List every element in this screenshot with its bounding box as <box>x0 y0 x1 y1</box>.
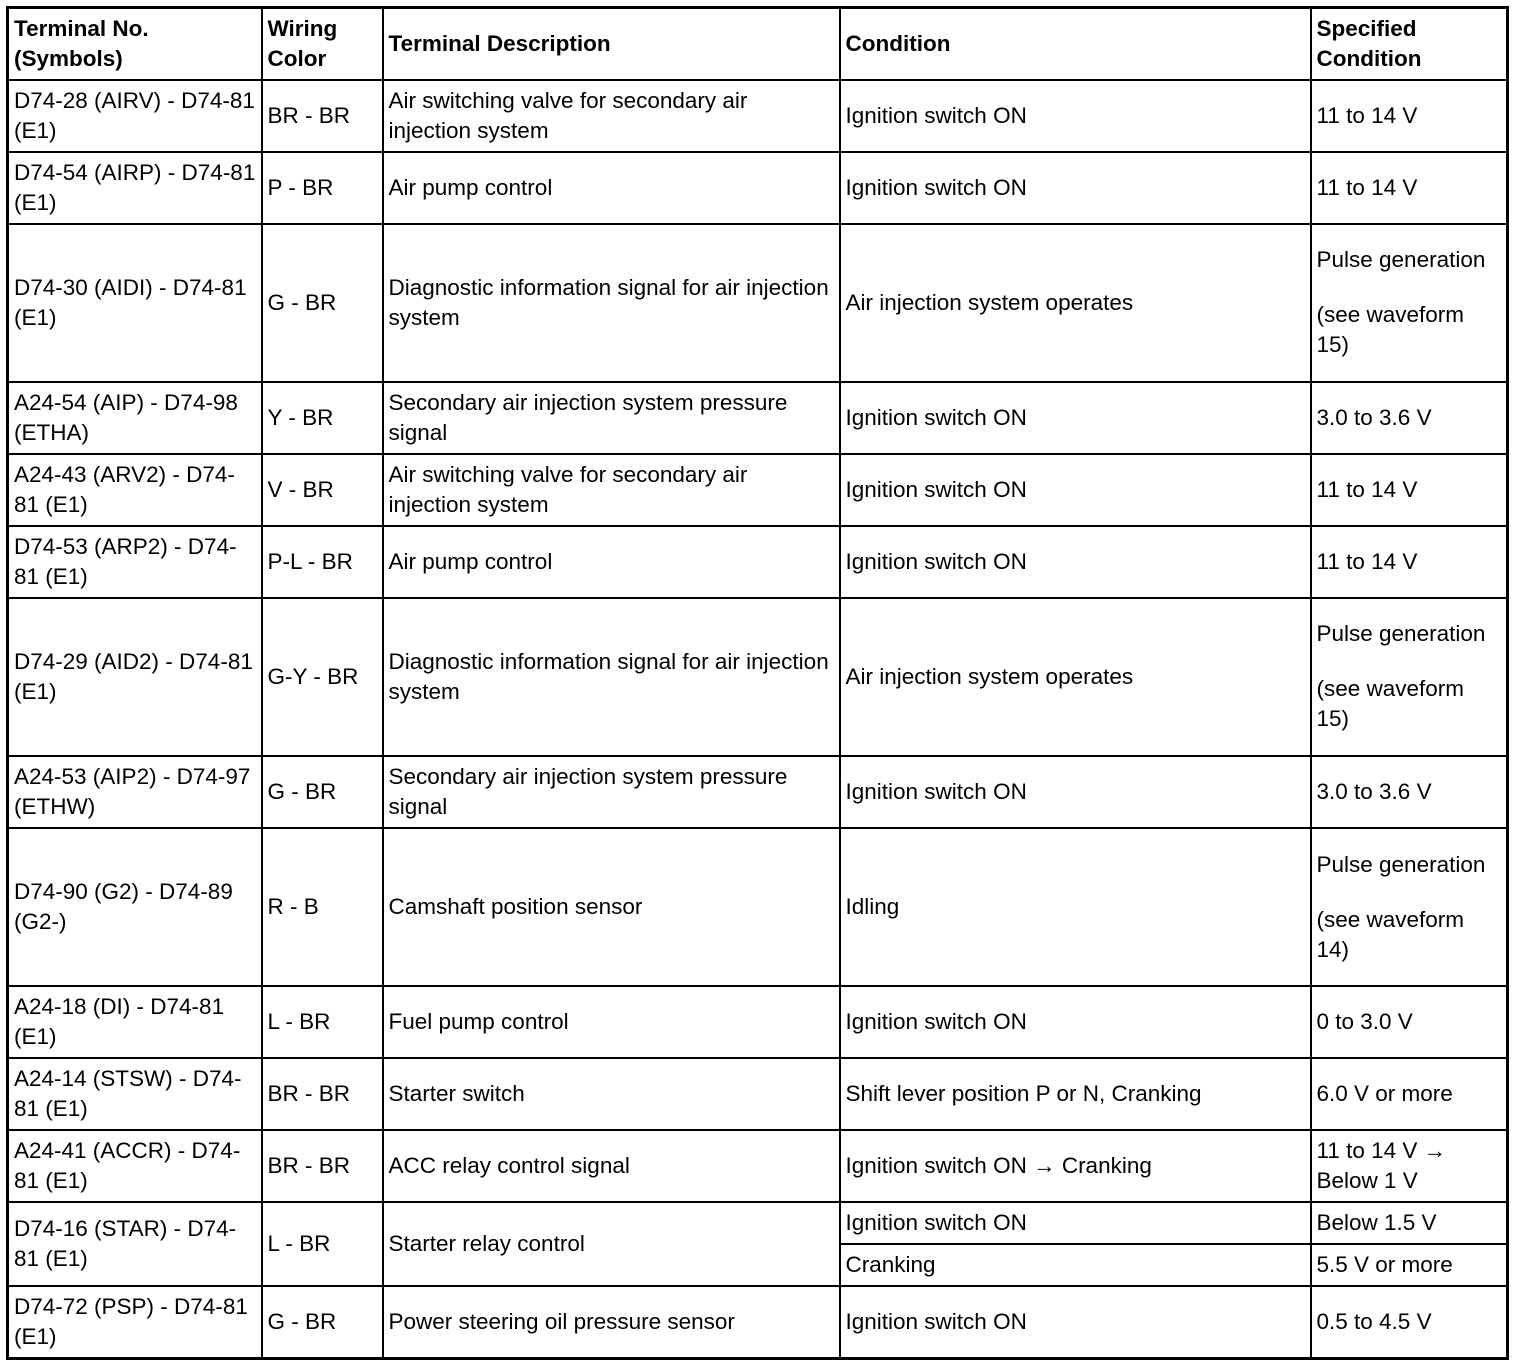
header-description: Terminal Description <box>383 8 840 80</box>
specified-note: (see waveform 14) <box>1316 906 1465 962</box>
description-cell: Air pump control <box>383 152 840 224</box>
condition-cell: Ignition switch ON <box>840 454 1311 526</box>
specified-cell <box>1311 224 1508 382</box>
wiring-cell: Y - BR <box>262 382 383 454</box>
description-cell: Air switching valve for secondary air injection system <box>383 80 840 152</box>
table-row <box>8 80 1508 152</box>
specified-note: (see waveform 15) <box>1316 676 1465 732</box>
specified-cell: 3.0 to 3.6 V <box>1311 382 1508 454</box>
specified-cell: Below 1.5 V <box>1311 1202 1508 1244</box>
condition-cell: Ignition switch ON <box>840 986 1311 1058</box>
specified-cell: 11 to 14 V <box>1311 454 1508 526</box>
condition-cell: Ignition switch ON <box>840 526 1311 598</box>
specified-cell: 11 to 14 V <box>1311 152 1508 224</box>
specified-cell: 3.0 to 3.6 V <box>1311 756 1508 828</box>
specified-cell: 6.0 V or more <box>1311 1058 1508 1130</box>
table-row <box>8 152 1508 224</box>
header-wiring: Wiring Color <box>262 8 383 80</box>
specified-cell: 0 to 3.0 V <box>1311 986 1508 1058</box>
terminal-cell: D74-28 (AIRV) - D74-81 (E1) <box>8 80 262 152</box>
description-cell: ACC relay control signal <box>383 1130 840 1202</box>
wiring-cell: G-Y - BR <box>262 598 383 756</box>
wiring-cell: G - BR <box>262 224 383 382</box>
terminal-cell: D74-72 (PSP) - D74-81 (E1) <box>8 1286 262 1358</box>
terminal-cell: D74-54 (AIRP) - D74-81 (E1) <box>8 152 262 224</box>
description-cell: Diagnostic information signal for air injection system <box>383 598 840 756</box>
table-row <box>8 224 1508 382</box>
wiring-cell: BR - BR <box>262 80 383 152</box>
wiring-cell: P - BR <box>262 152 383 224</box>
table-row <box>8 454 1508 526</box>
condition-cell: Air injection system operates <box>840 224 1311 382</box>
table-row <box>8 986 1508 1058</box>
wiring-cell: V - BR <box>262 454 383 526</box>
description-cell: Secondary air injection system pressure signal <box>383 756 840 828</box>
terminal-cell: A24-18 (DI) - D74-81 (E1) <box>8 986 262 1058</box>
terminal-cell: D74-53 (ARP2) - D74-81 (E1) <box>8 526 262 598</box>
specified-cell: 11 to 14 V <box>1311 526 1508 598</box>
condition-cell: Air injection system operates <box>840 598 1311 756</box>
wiring-cell: G - BR <box>262 756 383 828</box>
description-cell: Starter switch <box>383 1058 840 1130</box>
terminal-cell: D74-29 (AID2) - D74-81 (E1) <box>8 598 262 756</box>
table-row <box>8 382 1508 454</box>
specified-cell: 11 to 14 V <box>1311 80 1508 152</box>
terminal-cell: D74-30 (AIDI) - D74-81 (E1) <box>8 224 262 382</box>
description-cell: Air pump control <box>383 526 840 598</box>
condition-cell: Ignition switch ON <box>840 1286 1311 1358</box>
table-row <box>8 1286 1508 1358</box>
description-cell: Power steering oil pressure sensor <box>383 1286 840 1358</box>
header-condition: Condition <box>840 8 1311 80</box>
terminal-cell: A24-41 (ACCR) - D74-81 (E1) <box>8 1130 262 1202</box>
description-cell: Camshaft position sensor <box>383 828 840 986</box>
terminal-cell: D74-90 (G2) - D74-89 (G2-) <box>8 828 262 986</box>
specified-cell: 5.5 V or more <box>1311 1244 1508 1286</box>
specified-value: Pulse generation <box>1316 247 1486 273</box>
table-row <box>8 1058 1508 1130</box>
description-cell: Air switching valve for secondary air injection system <box>383 454 840 526</box>
condition-cell: Ignition switch ON <box>840 382 1311 454</box>
header-specified: Specified Condition <box>1311 8 1508 80</box>
specified-cell: 0.5 to 4.5 V <box>1311 1286 1508 1358</box>
table-row <box>8 1202 1508 1244</box>
description-cell: Fuel pump control <box>383 986 840 1058</box>
terminal-cell: A24-43 (ARV2) - D74-81 (E1) <box>8 454 262 526</box>
specified-cell <box>1311 828 1508 986</box>
condition-cell: Cranking <box>840 1244 1311 1286</box>
condition-cell: Ignition switch ON <box>840 756 1311 828</box>
table-row <box>8 1130 1508 1202</box>
wiring-cell: G - BR <box>262 1286 383 1358</box>
specified-note: (see waveform 15) <box>1316 302 1465 358</box>
wiring-cell: BR - BR <box>262 1058 383 1130</box>
wiring-cell: L - BR <box>262 986 383 1058</box>
table-row <box>8 756 1508 828</box>
wiring-cell: R - B <box>262 828 383 986</box>
terminal-cell: A24-53 (AIP2) - D74-97 (ETHW) <box>8 756 262 828</box>
specified-value: Pulse generation <box>1316 851 1486 877</box>
table-row <box>8 526 1508 598</box>
specified-cell: 11 to 14 V → Below 1 V <box>1311 1130 1508 1202</box>
condition-cell: Idling <box>840 828 1311 986</box>
description-cell: Starter relay control <box>383 1202 840 1286</box>
terminal-cell: A24-14 (STSW) - D74-81 (E1) <box>8 1058 262 1130</box>
table-row <box>8 598 1508 756</box>
header-row <box>8 8 1508 80</box>
wiring-cell: L - BR <box>262 1202 383 1286</box>
condition-cell: Ignition switch ON <box>840 1202 1311 1244</box>
table-row <box>8 828 1508 986</box>
condition-cell: Shift lever position P or N, Cranking <box>840 1058 1311 1130</box>
specified-value: Pulse generation <box>1316 621 1486 647</box>
terminal-cell: A24-54 (AIP) - D74-98 (ETHA) <box>8 382 262 454</box>
description-cell: Secondary air injection system pressure signal <box>383 382 840 454</box>
wiring-cell: BR - BR <box>262 1130 383 1202</box>
condition-cell: Ignition switch ON → Cranking <box>840 1130 1311 1202</box>
specified-cell <box>1311 598 1508 756</box>
header-terminal: Terminal No. (Symbols) <box>8 8 262 80</box>
condition-cell: Ignition switch ON <box>840 80 1311 152</box>
description-cell: Diagnostic information signal for air injection system <box>383 224 840 382</box>
wiring-cell: P-L - BR <box>262 526 383 598</box>
terminal-spec-table <box>6 6 1509 1360</box>
condition-cell: Ignition switch ON <box>840 152 1311 224</box>
terminal-cell: D74-16 (STAR) - D74-81 (E1) <box>8 1202 262 1286</box>
